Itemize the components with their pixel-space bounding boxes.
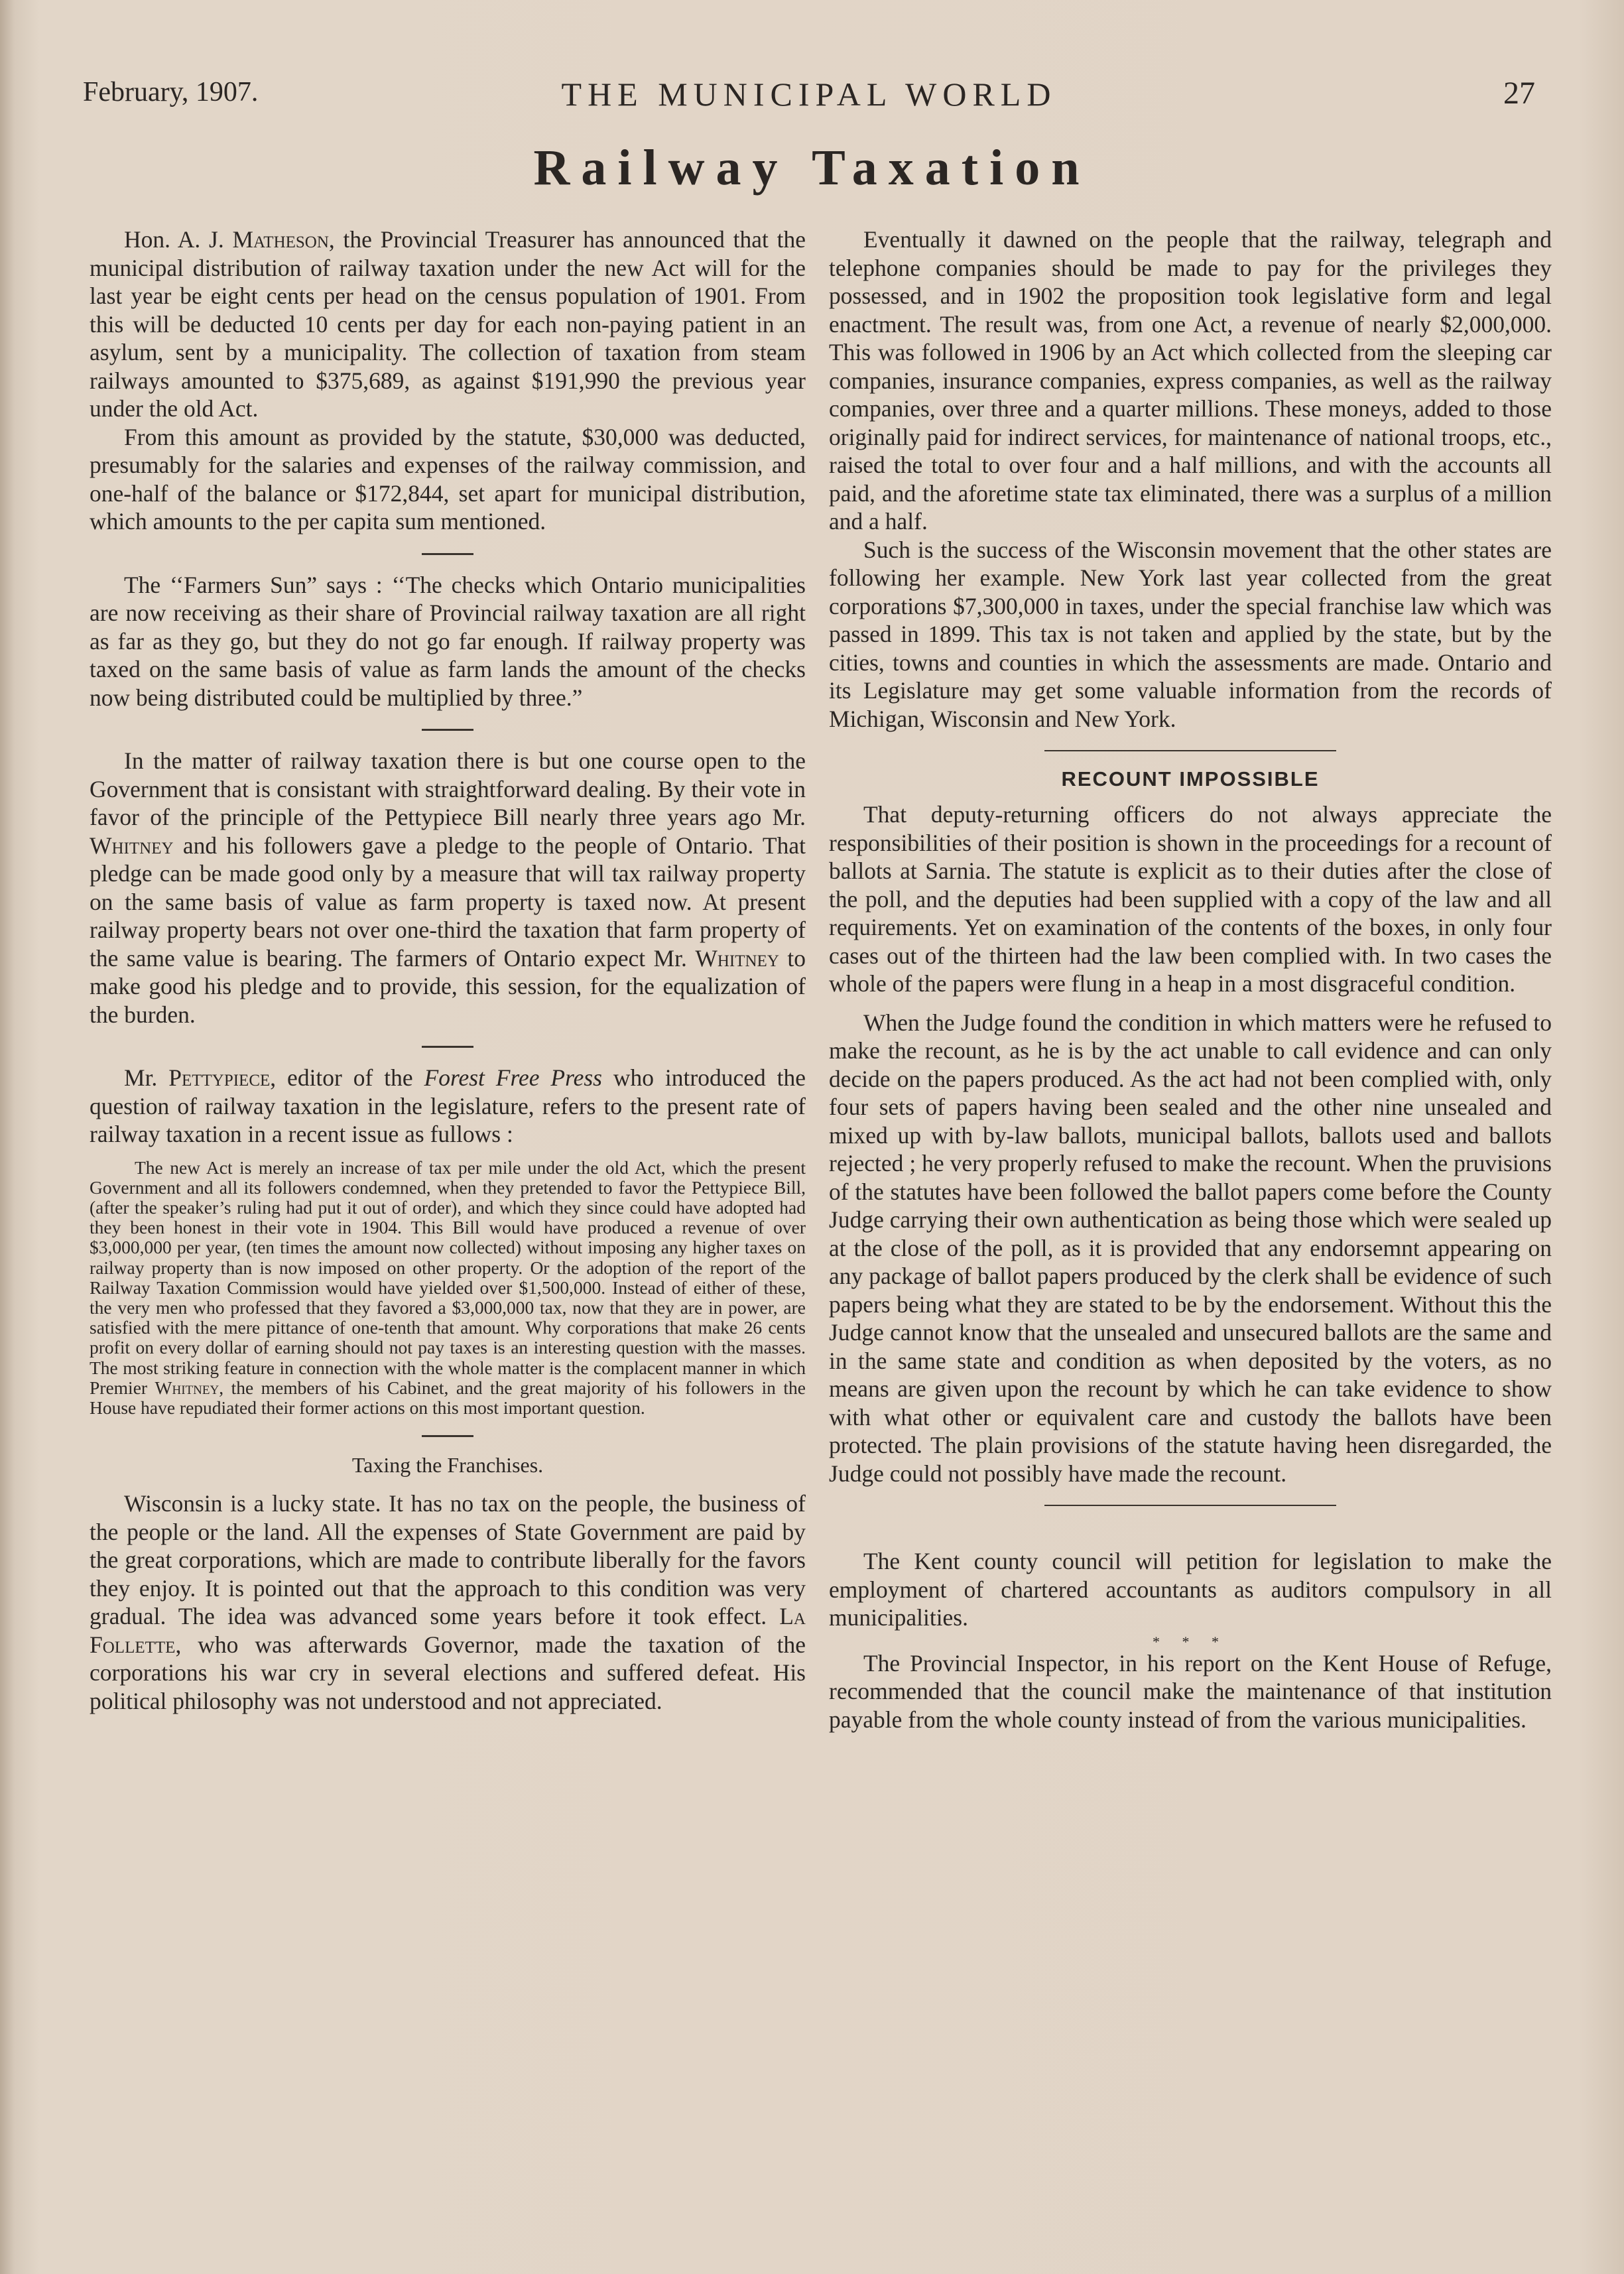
page-number: 27 bbox=[1503, 76, 1535, 111]
left-column bbox=[90, 225, 806, 1715]
person-name: Pettypiece bbox=[168, 1064, 271, 1091]
section-divider bbox=[422, 553, 473, 555]
paragraph-wisconsin: Wisconsin is a lucky state. It has no tax on the people, the business of the people or the land. All the expenses of State Government are paid by the great corporations, which are made to contribute liberally for the favors they enjoy. It is pointed out that the approach to this condition was very gradual. The idea was advanced some years before it took effect. La Follette, who was afterwards Governor, made the taxation of the corporations his war cry in several elections and suffered defeat. His political philosophy was not understood and not appreciated. bbox=[90, 1490, 806, 1714]
paragraph-sarnia: That deputy-returning officers do not always appreciate the responsibilities of their position is shown in the proceedings for a recount of ballots at Sarnia. The statute is explicit as to their duties after the close of the poll, and the deputies had been supplied with a copy of the law and all requirements. Yet on examination of the contents of the boxes, in only four cases out of the thirteen had the law been complied with. In two cases the whole of the papers were flung in a heap in a most disgraceful condition. bbox=[829, 801, 1552, 997]
block-quote: The new Act is merely an increase of tax per mile under the old Act, which the present Government and all its followers condemned, when they pretended to favor the Pettypiece Bill, (after the speaker’s ruling had put it out of order), and which they since could have adopted had they been honest in their vote in 1904. This Bill would have produced a revenue of over $3,000,000 per year, (ten times the amount now collected) without imposing any higher taxes on railway property than is now imposed on other property. Or the adoption of the report of the Railway Taxation Commission would have yielded over $1,500,000. Instead of either of these, the very men who professed that they favored a $3,000,000 tax, now that they are in power, are satisfied with the mere pittance of one-tenth that amount. Why corporations that make 26 cents profit on every dollar of earning should not pay taxes is an interesting question with the masses. The most striking feature in connection with the whole matter is the complacent manner in which Premier Whitney, the members of his Cabinet, and the great majority of his followers in the House have repudiated their former actions on this most important question. bbox=[90, 1157, 806, 1418]
issue-date: February, 1907. bbox=[83, 77, 259, 107]
paragraph-matheson: Hon. A. J. Matheson, the Provincial Treasurer has announced that the municipal distribution of railway taxation under the new Act will for the last year be eight cents per head on the census population of 1901. From this will be deducted 10 cents per day for each non-paying patient in an asylum, sent by a municipality. The collection of taxation from steam railways amounted to $375,689, as against $191,990 the previous year under the old Act. bbox=[90, 226, 806, 422]
section-divider bbox=[422, 1435, 473, 1437]
asterism: * * * bbox=[1153, 1633, 1228, 1650]
section-divider bbox=[422, 1046, 473, 1048]
subheading-franchises: Taxing the Franchises. bbox=[351, 1453, 544, 1478]
article-title: Railway Taxation bbox=[533, 140, 1091, 196]
paragraph-farmers-sun: The ‘‘Farmers Sun” says : ‘‘The checks which Ontario municipalities are now receiving as their share of Provincial railway taxation are all right as far as they go, but they do not go far enough. If railway property was taxed on the same basis of value as farm lands the amount of the checks now being distributed could be multiplied by three.” bbox=[90, 571, 806, 711]
section-divider bbox=[1044, 1505, 1336, 1506]
running-header bbox=[83, 76, 1535, 116]
paragraph-judge: When the Judge found the condition in which matters were he refused to make the recount, as he is by the act unable to call evidence and can only decide on the papers produced. As the act had not been complied with, only four sets of papers having been sealed and the other nine unsealed and mixed up with by-law ballots, municipal ballots, ballots used and ballots rejected ; he very properly refused to make the recount. When the pruvisions of the statutes have been followed the ballot papers come before the County Judge carrying their own authentication as being those which were sealed up at the close of the poll, as it is provided that any endorsemnt appearing on any package of ballot papers produced by the clerk shall be evidence of such papers being what they are stated to be by the endorsement. Without this the Judge cannot know that the unsealed and unsecured ballots are the same and in the same state and condition as when deposited by the voters, as no means are given upon the recount by which he can take evidence to show with what other or equivalent care and custody the ballots have been protected. The plain provisions of the statute having heen disregarded, the Judge could not possibly have made the recount. bbox=[829, 1009, 1552, 1487]
section-divider bbox=[422, 729, 473, 731]
paragraph-pettypiece: Mr. Pettypiece, editor of the Forest Free Press who introduced the question of railway taxation in the legislature, refers to the present rate of railway taxation in a recent issue as fullows : bbox=[90, 1064, 806, 1147]
newspaper-name: Forest Free Press bbox=[424, 1064, 602, 1091]
person-name: Whitney bbox=[695, 944, 779, 972]
person-name: La Follette bbox=[90, 1603, 806, 1658]
right-column bbox=[829, 225, 1552, 1734]
person-name: Whitney bbox=[155, 1377, 219, 1398]
subheading-recount: RECOUNT IMPOSSIBLE bbox=[1061, 767, 1320, 790]
paragraph-house-of-refuge: The Provincial Inspector, in his report on the Kent House of Refuge, recommended that the council make the maintenance of that institution payable from the whole county instead of from the various municipalities. bbox=[829, 1649, 1552, 1733]
journal-name: THE MUNICIPAL WORLD bbox=[561, 76, 1057, 113]
paragraph-whitney-pledge: In the matter of railway taxation there is but one course open to the Government that is consistant with straightforward dealing. By their vote in favor of the principle of the Pettypiece Bill nearly three years ago Mr. Whitney and his followers gave a pledge to the people of Ontario. That pledge can be made good only by a measure that will tax railway property on the same basis of value as farm property is taxed now. At present railway property bears not over one-third the taxation that farm property of the same value is bearing. The farmers of Ontario expect Mr. Whitney to make good his pledge and to provide, this session, for the equalization of the burden. bbox=[90, 747, 806, 1028]
person-name: Whitney bbox=[90, 832, 174, 859]
paragraph-wisconsin-revenue: Eventually it dawned on the people that the railway, telegraph and telephone companies should be made to pay for the privileges they possessed, and in 1902 the proposition took legislative form and legal enactment. The result was, from one Act, a revenue of nearly $2,000,000. This was followed in 1906 by an Act which collected from the sleeping car companies, insurance companies, express companies, as well as the railway companies, over three and a quarter millions. These moneys, added to those originally paid for indirect services, for maintenance of national troops, etc., raised the total to over four and a half millions, and with the accounts all paid, and the aforetime state tax eliminated, there was a surplus of a million and a half. bbox=[829, 226, 1552, 535]
paragraph-kent-council: The Kent county council will petition for legislation to make the employment of chartered accountants as auditors compulsory in all municipalities. bbox=[829, 1548, 1552, 1631]
person-name: Matheson bbox=[232, 226, 329, 253]
paragraph-deduction: From this amount as provided by the statute, $30,000 was deducted, presumably for the salaries and expenses of the railway commission, and one-half of the balance or $172,844, set apart for municipal distribution, which amounts to the per capita sum mentioned. bbox=[90, 423, 806, 535]
section-divider bbox=[1044, 750, 1336, 751]
paragraph-new-york: Such is the success of the Wisconsin movement that the other states are following her example. New York last year collected from the great corporations $7,300,000 in taxes, under the special franchise law which was passed in 1899. This tax is not taken and applied by the state, but by the cities, towns and counties in which the assessments are made. Ontario and its Legislature may get some valuable information from the records of Michigan, Wisconsin and New York. bbox=[829, 536, 1552, 732]
